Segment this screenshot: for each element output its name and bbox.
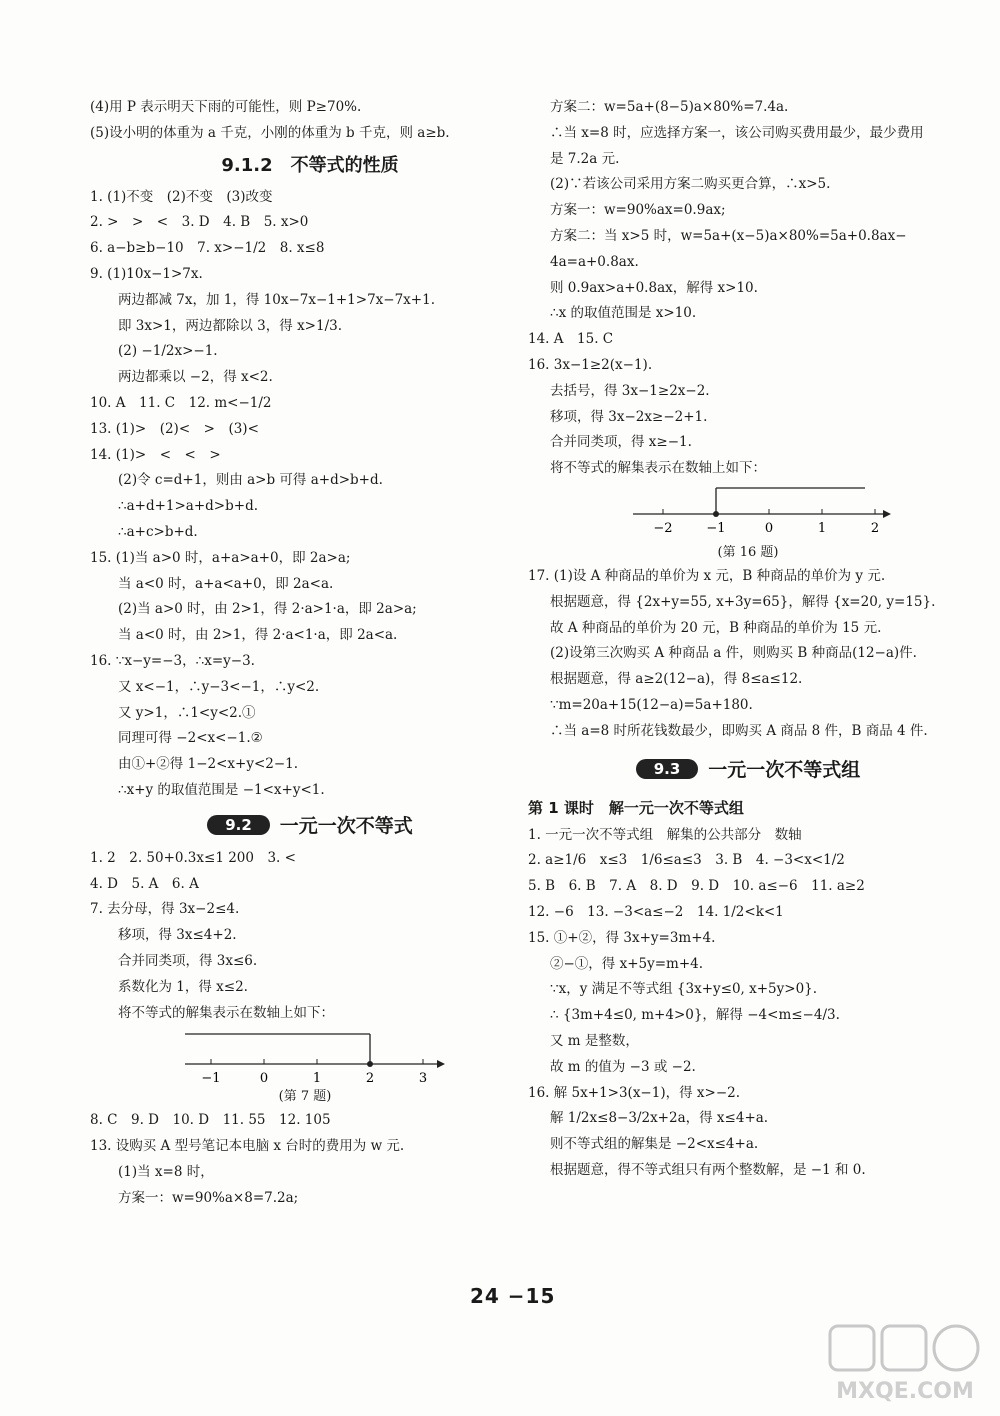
answer-line: 方案一：w=90%ax=0.9ax; <box>550 202 726 219</box>
answer-line: 17. (1)设 A 种商品的单价为 x 元，B 种商品的单价为 y 元. <box>528 567 886 584</box>
answer-line: 即 3x>1，两边都除以 3，得 x>1/3. <box>118 317 343 334</box>
left-column <box>90 95 530 1211</box>
answer-line: 解 1/2x≤8−3/2x+2a，得 x≤4+a. <box>550 1110 769 1127</box>
answer-line: ∴当 a=8 时所花钱数最少，即购买 A 商品 8 件，B 商品 4 件. <box>550 722 928 739</box>
answer-line: 14. A 15. C <box>528 331 614 348</box>
answer-line: 1. 2 2. 50+0.3x≤1 200 3. < <box>90 849 296 866</box>
answer-line: 当 a<0 时，a+a<a+0，即 2a<a. <box>118 575 334 592</box>
tick-label: −1 <box>201 1071 221 1087</box>
text-line: (5)设小明的体重为 a 千克，小刚的体重为 b 千克，则 a≥b. <box>90 124 450 141</box>
answer-line: (2) −1/2x>−1. <box>118 343 218 360</box>
answer-line: ∴x+y 的取值范围是 −1<x+y<1. <box>118 781 325 798</box>
answer-line: 10. A 11. C 12. m<−1/2 <box>90 394 272 411</box>
right-column <box>528 95 968 1184</box>
answer-line: 根据题意，得不等式组只有两个整数解，是 −1 和 0. <box>550 1161 866 1178</box>
answer-line: 16. ∵x−y=−3，∴x=y−3. <box>90 652 255 669</box>
answer-line: (2)∵若该公司采用方案二购买更合算，∴x>5. <box>550 176 831 193</box>
answer-line: 则 0.9ax>a+0.8ax，解得 x>10. <box>550 279 758 296</box>
answer-line: 又 x<−1，∴y−3<−1，∴y<2. <box>118 678 320 695</box>
answer-line: 4a=a+0.8ax. <box>550 253 639 270</box>
watermark-logo <box>820 1318 990 1408</box>
answer-line: 将不等式的解集表示在数轴上如下： <box>550 460 766 477</box>
answer-line: 根据题意，得 a≥2(12−a)，得 8≤a≤12. <box>550 671 803 688</box>
section-number-badge: 9.2 <box>207 815 270 835</box>
answer-line: 方案二：当 x>5 时，w=5a+(x−5)a×80%=5a+0.8ax− <box>550 227 907 244</box>
tick-label: 1 <box>817 520 827 536</box>
answer-line: ∴a+c>b+d. <box>118 523 198 540</box>
answer-line: ②−①，得 x+5y=m+4. <box>550 955 704 972</box>
answer-line: 同理可得 −2<x<−1.② <box>118 730 263 747</box>
answer-line: ∴ {3m+4≤0, m+4>0}，解得 −4<m≤−4/3. <box>550 1007 840 1024</box>
answer-line: 16. 解 5x+1>3(x−1)，得 x>−2. <box>528 1084 741 1101</box>
answer-line: 2. a≥1/6 x≤3 1/6≤a≤3 3. B 4. −3<x<1/2 <box>528 852 845 869</box>
text-line: (4)用 P 表示明天下雨的可能性，则 P≥70%. <box>90 99 362 115</box>
answer-line: 方案二：w=5a+(8−5)a×80%=7.4a. <box>550 99 789 115</box>
answer-line: 是 7.2a 元. <box>550 150 620 167</box>
answer-line: 由①+②得 1−2<x+y<2−1. <box>118 756 299 773</box>
section-number-badge: 9.3 <box>636 759 699 779</box>
answer-line: 1. 一元一次不等式组 解集的公共部分 数轴 <box>528 826 802 843</box>
number-line-q16 <box>528 482 968 542</box>
answer-line: 去括号，得 3x−1≥2x−2. <box>550 382 710 399</box>
answer-line: 4. D 5. A 6. A <box>90 875 199 892</box>
answer-line: 系数化为 1，得 x≤2. <box>118 978 248 995</box>
answer-line: (2)设第三次购买 A 种商品 a 件，则购买 B 种商品(12−a)件. <box>550 645 917 662</box>
section-banner <box>90 804 530 846</box>
figure-caption: (第 16 题) <box>717 544 779 560</box>
answer-line: 两边都减 7x，加 1，得 10x−7x−1+1>7x−7x+1. <box>118 291 435 308</box>
figure-caption: (第 7 题) <box>278 1089 332 1105</box>
tick-label: 1 <box>312 1071 322 1087</box>
tick-label: 0 <box>259 1071 269 1087</box>
tick-label: 2 <box>870 520 880 536</box>
answer-line: 13. 设购买 A 型号笔记本电脑 x 台时的费用为 w 元. <box>90 1138 405 1155</box>
section-title: 9.1.2 不等式的性质 <box>221 154 399 176</box>
answer-line: 将不等式的解集表示在数轴上如下： <box>118 1004 334 1021</box>
lesson-title: 第 1 课时 解一元一次不等式组 <box>528 798 744 817</box>
answer-line: 13. (1)> (2)< > (3)< <box>90 420 259 437</box>
answer-line: 16. 3x−1≥2(x−1). <box>528 356 653 373</box>
answer-line: 5. B 6. B 7. A 8. D 9. D 10. a≤−6 11. a≥2 <box>528 878 865 895</box>
answer-line: 12. −6 13. −3<a≤−2 14. 1/2<k<1 <box>528 903 784 920</box>
answer-line: 合并同类项，得 3x≤6. <box>118 952 258 969</box>
answer-line: ∴当 x=8 时，应选择方案一，该公司购买费用最少，最少费用 <box>550 124 924 141</box>
watermark-text: MXQE.COM <box>836 1379 974 1404</box>
answer-line: 根据题意，得 {2x+y=55, x+3y=65}，解得 {x=20, y=15}. <box>550 593 936 610</box>
answer-line: 1. (1)不变 (2)不变 (3)改变 <box>90 188 273 205</box>
answer-line: (2)当 a>0 时，由 2>1，得 2·a>1·a，即 2a>a; <box>118 601 417 618</box>
answer-line: 合并同类项，得 x≥−1. <box>550 434 692 451</box>
tick-label: −1 <box>706 520 726 536</box>
number-line-ticks <box>201 1059 427 1086</box>
answer-line: (2)令 c=d+1，则由 a>b 可得 a+d>b+d. <box>118 472 383 489</box>
number-line-q7 <box>90 1026 530 1086</box>
answer-line: 15. (1)当 a>0 时，a+a>a+0，即 2a>a; <box>90 549 351 566</box>
answer-line: ∴x 的取值范围是 x>10. <box>550 305 697 322</box>
section-banner <box>528 745 968 793</box>
answer-line: 15. ①+②，得 3x+y=3m+4. <box>528 929 716 946</box>
page-number: 24 −15 <box>470 1284 556 1308</box>
answer-line: 当 a<0 时，由 2>1，得 2·a<1·a，即 2a<a. <box>118 627 398 644</box>
answer-line: 移项，得 3x−2x≥−2+1. <box>550 408 708 425</box>
answer-line: 7. 去分母，得 3x−2≤4. <box>90 901 240 918</box>
answer-line: 8. C 9. D 10. D 11. 55 12. 105 <box>90 1112 331 1129</box>
answer-line: 方案一：w=90%a×8=7.2a; <box>118 1189 299 1206</box>
tick-label: 0 <box>764 520 774 536</box>
tick-label: −2 <box>653 520 673 536</box>
answer-line: (1)当 x=8 时， <box>118 1163 214 1180</box>
answer-line: 故 A 种商品的单价为 20 元，B 种商品的单价为 15 元. <box>550 619 882 636</box>
tick-label: 2 <box>365 1071 375 1087</box>
answer-line: 2. > > < 3. D 4. B 5. x>0 <box>90 214 309 231</box>
answer-line: 两边都乘以 −2，得 x<2. <box>118 369 273 386</box>
answer-line: 又 m 是整数， <box>550 1032 639 1049</box>
answer-line: 14. (1)> < < > <box>90 446 221 463</box>
answer-line: ∵x，y 满足不等式组 {3x+y≤0, x+5y>0}. <box>550 981 818 998</box>
answer-line: 6. a−b≥b−10 7. x>−1/2 8. x≤8 <box>90 240 325 257</box>
answer-line: ∵m=20a+15(12−a)=5a+180. <box>550 696 753 713</box>
answer-line: 9. (1)10x−1>7x. <box>90 265 203 282</box>
number-line-ticks <box>653 509 879 536</box>
answer-line: 移项，得 3x≤4+2. <box>118 927 237 944</box>
answer-line: 故 m 的值为 −3 或 −2. <box>550 1058 696 1075</box>
section-banner-title: 一元一次不等式组 <box>708 759 861 782</box>
answer-line: ∴a+d+1>a+d>b+d. <box>118 498 259 515</box>
answer-line: 则不等式组的解集是 −2<x≤4+a. <box>550 1136 759 1153</box>
section-banner-title: 一元一次不等式 <box>279 815 413 838</box>
answer-line: 又 y>1，∴1<y<2.① <box>118 704 256 721</box>
tick-label: 3 <box>418 1071 428 1087</box>
